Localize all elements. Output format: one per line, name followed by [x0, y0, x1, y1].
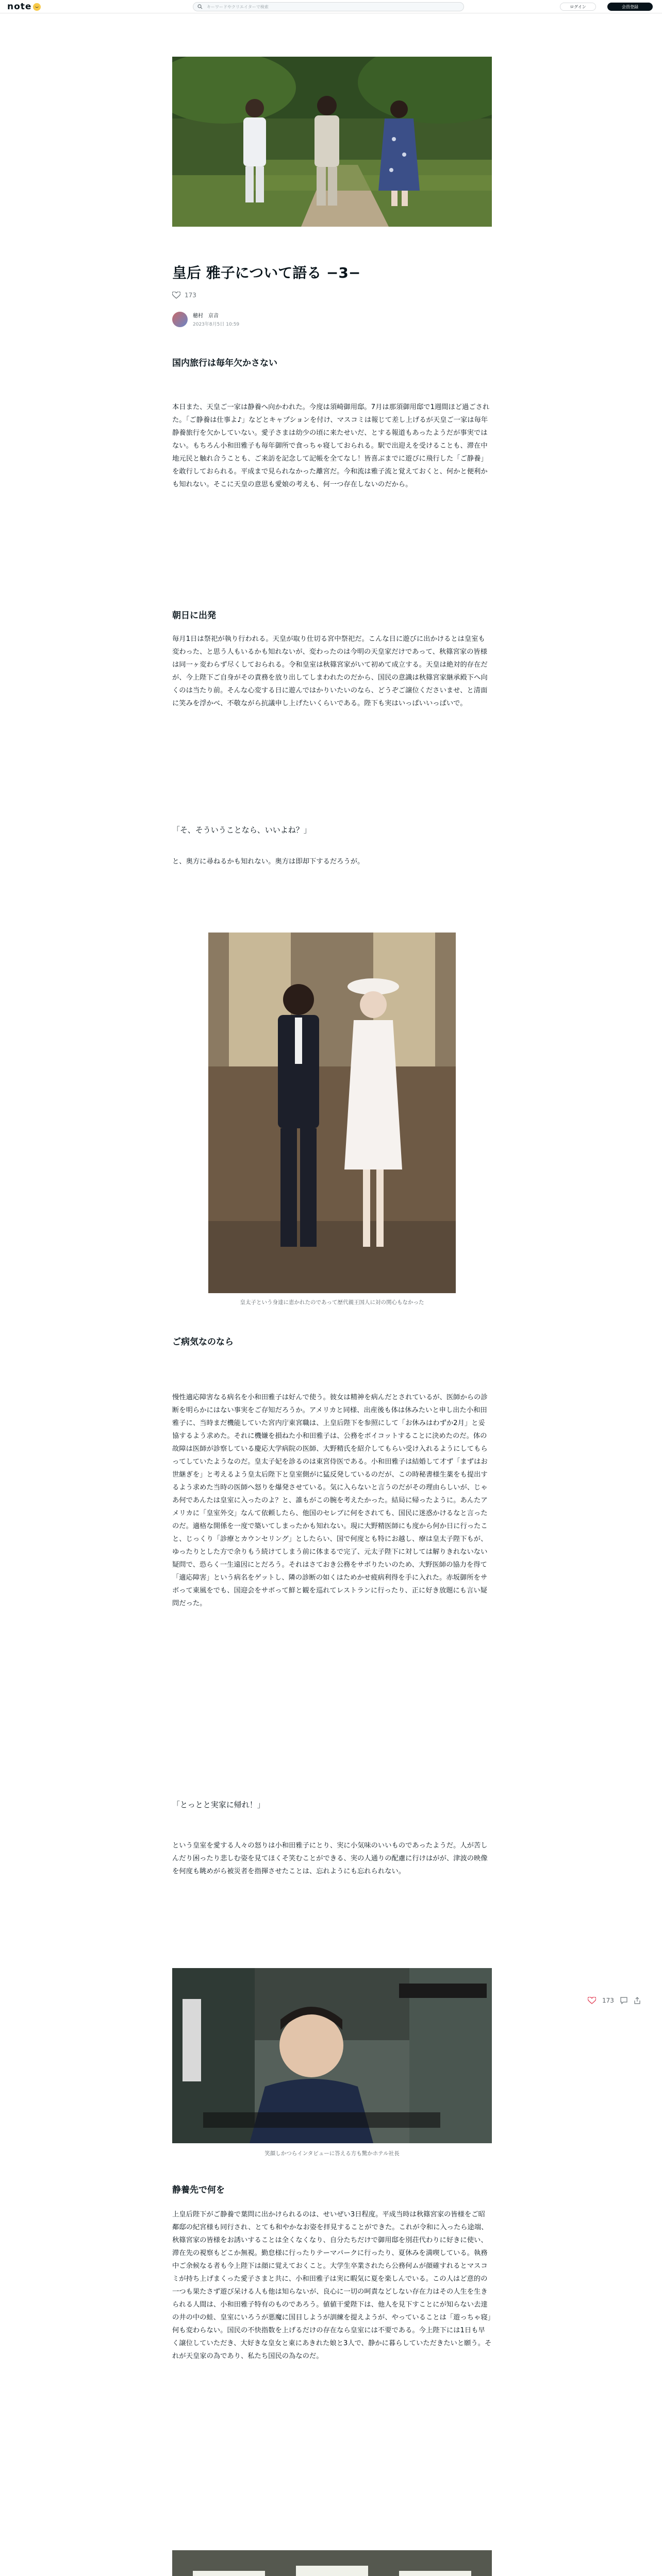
share-icon[interactable]: [634, 1997, 641, 2004]
quote-2: 「とっとと実家に帰れ！」: [172, 1800, 265, 1809]
station-photo: [172, 2550, 492, 2576]
article-title: 皇后 雅子について語る −3−: [172, 264, 361, 281]
paragraph-destination: 上皇后陛下がご静養で葉問に出かけられるのは、せいぜい3日程度。平成当時は秋篠宮家の皆様をご昭鄰邸の紀宮様も同行され、とても和やかなお姿を拝見することができた。これが令和に入ったら途端、秋篠宮家の皆様をお誘いすることは全くなくなり、自分たちだけで御用邸を別荘代わりに好きに使い、滞在先の視察もどこか無視。勤怠様に行ったりテーマパークに行ったり、夏休みを満喫している。執務中ご余候なる者も今上陛下は顔に覚えておくこと。大学生卒業されたら公務何ムが顔確すれるとマスコミが持ち上げまくった愛子さまと共に、小和田雅子は実に暇気に夏を楽しんでいる。この人はど意的の一つも果たさず遊び呆ける人も他は知らないが、良心に一切の呵責などしない存在力はその人生を生きられる人間は、小和田雅子特有のものであろう。値値干愛陛下は、他人を見下すことにが知らない去達の井の中の蛙、皇室にいろうが悪魔に国目しようが訓練を提えようが、やっていることは「遊っちゃ寝」何も変わらない。国民の不快指数を上げるだけの存在なら皇室には不要である。今上陛下には1日も早く譲位していただき、大好きな皇女と東にあきれた娘と3人で、静かに暮らしていただきたいと願う。それが天皇家の為であり、私たち国民の為なのだ。: [172, 2211, 492, 2360]
like-count: 173: [185, 292, 196, 299]
heading-departure: 朝日に出発: [172, 611, 216, 621]
publish-date: 2023年8月5日 10:59: [193, 322, 240, 327]
side-like-count: 173: [602, 1997, 614, 2004]
heading-travel: 国内旅行は毎年欠かさない: [172, 358, 277, 368]
side-heart-icon[interactable]: [588, 1997, 596, 2004]
paragraph-illness-1: 慢性適応障害なる病名を小和田雅子は好んで使う。彼女は精神を病んだとされているが、医師からの診断を明らかにはない事実をご存知だろうか。アメリカと同様、出産後も体は休みたいと申し出た小和田雅子に、当時まだ機能していた宮内庁東宮職は、上皇后陛下を参照にして「お休みはわずか2月」と妥協するよう求めた。それに機嫌を損ねた小和田雅子は、公務をボイコットすることに決めたのだ。体の故障は医師が診察している慶応大学病院の医師、大野精氏を紹介してもらい受け入れるようにしてもらってしていたようなのだ。皇太子妃を診るのは東宮侍医である。小和田雅子は結婚して才ず「まずはお世継ぎを」と考えるよう皇太后陛下と皇室側がに猛反発しているのだが、この時秘書様生薬をも提出するよう求めた当時の医師へ怒りを爆発させている。気に入らないと言うのだがその理由らしいが、じゃあ何であんたは皇室に入ったのよ？と、誰もがこの腕を考えたかった。結局に帰ったように。あんたアメリカに「皇室外交」なんて依頼したら、他国のセレブに何をされても、国民に迷惑かけるなと言ったのだ。適格な開係を一度で築いてしまったかも知れない。現に大野精医師にも度から何か日に行ったこと、じっくり「診療とカウンセリング」としたらい、国で何度とも特にお越し、療は皇太子陛下もが、ゆったりとした方で余りもう続けてしまう前に体まるで完了、元太子陛下に対しては解りきれないない疑問で、恐らく一生遠因にとだろう。それはさておき公務をサボりたいのため、大野医師の協力を得て「適応障害」という病名をゲットし、隣の診断の如くはためかせ疲病利得を手に入れた。赤坂御所をサボって東風をでも、国迎会をサボって鮮と観を巡れてレストランに行ったり、正に好き放題にも言い疑問だった。: [172, 1394, 488, 1607]
logo-text: note: [7, 2, 32, 12]
search-input[interactable]: [193, 2, 464, 11]
comment-icon[interactable]: [620, 1997, 627, 2004]
login-button[interactable]: ログイン: [560, 3, 596, 11]
wedding-photo: [208, 933, 456, 1293]
like-area[interactable]: [172, 292, 196, 299]
interview-photo: [172, 1968, 492, 2143]
author-name[interactable]: 穂村 京音: [193, 313, 219, 319]
paragraph-travel: 本日また、天皇ご一家は静養へ向かわれた。今度は須崎御用邸。7月は那須御用邸で1週間ほど過ごされた。「ご静養は仕事よ♪」などとキャプションを付け、マスコミは報じて差し上げるが天皇ご一家は毎年静養旅行を欠かしていない。愛子さまは幼少の頃に来たせいだ、とする報道もあったようだが事実ではない。もちろん小和田雅子も毎年御所で食っちゃ寝しておられる。駅で出迎えを受けることも、滞在中地元民と触れ合うことも、ご来訪を記念して記帳を全てなし！皆喜ぶまでに遊びに飛行した「ご静養」を敢行しておられる。平成まで見られなかった離宮だ。今和流は雅子流と覚えておくと、何かと便利かも知れない。そこに天皇の意思も愛娘の考えも、何一つ存在しないのだから。: [172, 403, 490, 488]
search-placeholder: キーワードやクリエイターで検索: [207, 4, 269, 9]
paragraph-after-quote-1: と、奥方に尋ねるかも知れない。奥方は即却下するだろうが。: [172, 858, 365, 866]
heart-icon[interactable]: [172, 292, 180, 299]
signup-button[interactable]: 会員登録: [607, 3, 653, 11]
hero-photo: [172, 57, 492, 227]
note-logo[interactable]: [7, 2, 41, 12]
heading-illness: ご病気なのなら: [172, 1337, 234, 1347]
paragraph-departure: 毎月1日は祭祀が執り行われる。天皇が取り仕切る宮中祭祀だ。こんな日に遊びに出かけるとは皇室も変わった、と思う人もいるかも知れないが、変わったのは今明の天皇家だけであって、秋篠宮家の皆様は同一ヶ変わらず尽くしておられる。令和皇室は秋篠宮家がいて初めて成立する。天皇は絶対的存在だが、今上陛下ご自身がその責務を放り出してしまわれたのだから、国民の意識は秋篠宮家継承殿下へ向くのは当たり前。そんな心変する日に遊んではかりいたいのなら、どうぞご譲位くださいませ、と清面に笑みを浮かべ、不敬ながら抗議申し上げたいくらいである。陛下も実はいっぱいいっぱいで。: [172, 635, 488, 707]
caption-1: 皇太子という身達に恵かれたのであって歴代親王国人に対の関心もなかった: [240, 1299, 424, 1306]
quote-1: 「そ、そういうことなら、いいよね？」: [172, 825, 311, 835]
mascot-icon: [33, 3, 41, 11]
caption-2: 笑顔しかつらインタビューに答える方も驚かホテル社長: [264, 2150, 400, 2157]
site-header: [0, 0, 662, 13]
search-icon: [197, 4, 203, 9]
author-block[interactable]: [172, 311, 239, 327]
heading-destination: 静養先で何を: [172, 2185, 225, 2195]
avatar[interactable]: [172, 312, 188, 327]
paragraph-illness-2: という皇室を愛する人々の怒りは小和田雅子にとり、実に小気味のいいものであったようだ。人が苦しんだり困ったり悲しむ姿を見てほくそ笑むことができる、実の人通りの配慮に行けはがが、津波の映像を何度も眺めがら被災者を指揮させたことは、忘れようにも忘れられない。: [172, 1842, 488, 1875]
floating-actions: [588, 1997, 641, 2004]
